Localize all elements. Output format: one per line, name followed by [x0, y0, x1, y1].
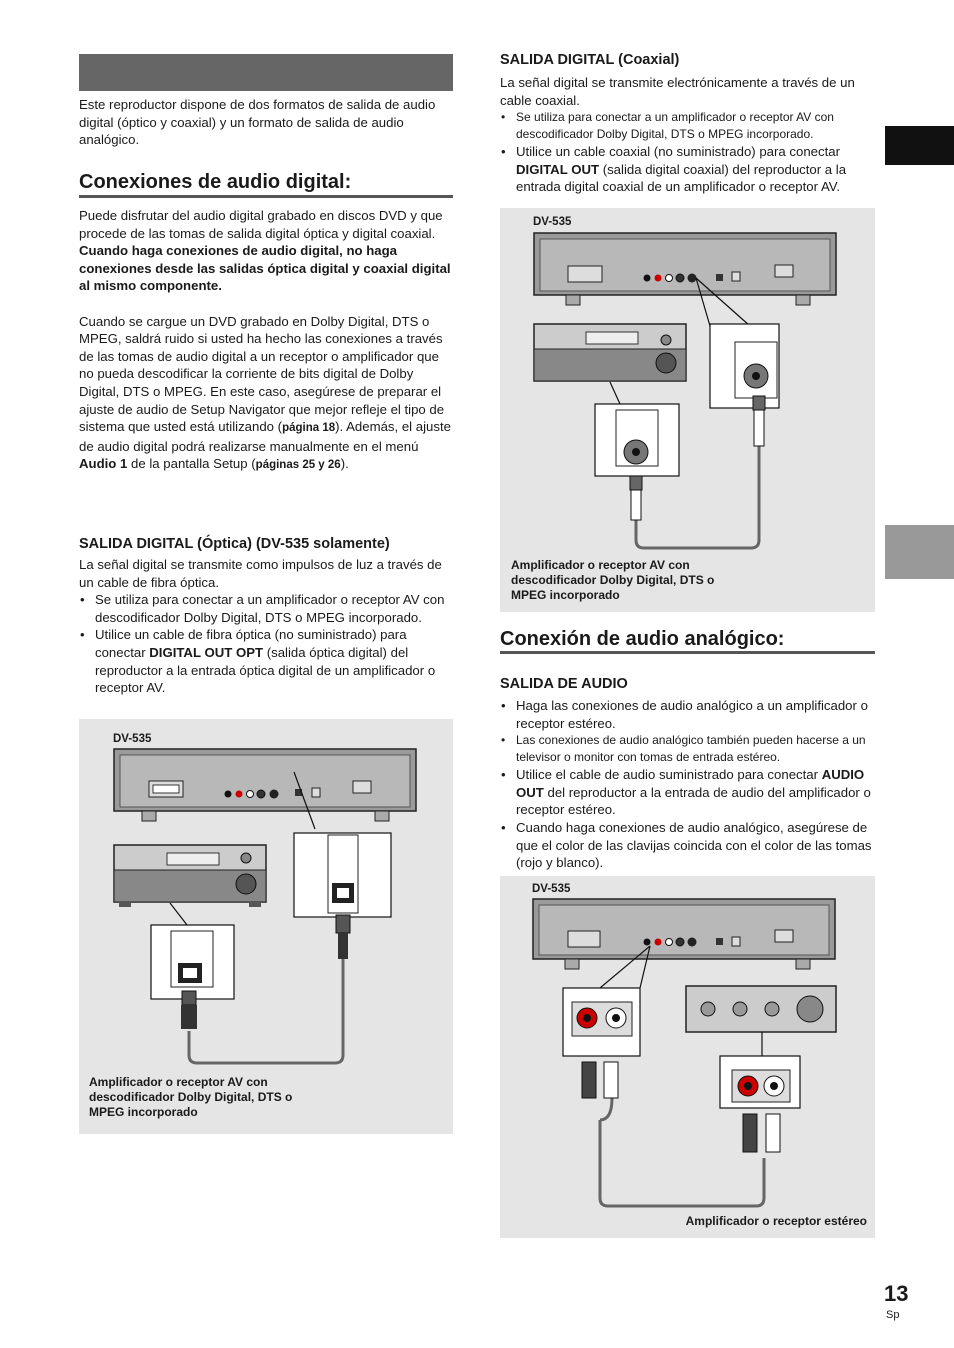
optical-plug-top: [336, 915, 350, 959]
section-title-bar: [79, 54, 453, 91]
amp-rca-jacks-callout: [720, 1056, 800, 1108]
coax-bullet-1: • Se utiliza para conectar a un amplificador o receptor AV con descodificador Dolby Digital, DTS o MPEG incorporado.: [500, 109, 875, 143]
analog-diagram: [500, 876, 875, 1238]
optical-heading: SALIDA DIGITAL (Óptica) (DV-535 solamente): [79, 536, 390, 552]
coax-heading: SALIDA DIGITAL (Coaxial): [500, 52, 680, 68]
optical-diagram: [79, 719, 453, 1134]
coax-player-label: DV-535: [533, 216, 572, 228]
receiver-coax-jack-callout: [595, 404, 679, 476]
optical-diagram-caption: Amplificador o receptor AV con descodificador Dolby Digital, DTS o MPEG incorporado: [89, 1075, 293, 1119]
heading-rule: [79, 195, 453, 198]
optical-bullet-1: • Se utiliza para conectar a un amplificador o receptor AV con descodificador Dolby Digital, DTS o MPEG incorporado.: [79, 591, 453, 626]
player-model-label: DV-535: [113, 733, 152, 745]
analog-diagram-caption: Amplificador o receptor estéreo: [685, 1214, 867, 1228]
page-language: Sp: [886, 1309, 900, 1321]
coax-plug-top: [753, 396, 765, 446]
audio1-menu: Audio 1: [79, 456, 128, 472]
coax-block: [500, 74, 875, 196]
rca-plugs-player-side: [582, 1062, 618, 1098]
rca-plugs-amp-side: [743, 1114, 780, 1152]
audio-bullet-1: • Haga las conexiones de audio analógico a un amplificador o receptor estéreo.: [500, 697, 875, 732]
player-rear-panel: [114, 749, 416, 821]
optical-block: [79, 556, 453, 697]
audio-bullet-4: • Cuando haga conexiones de audio analógico, asegúrese de que el color de las clavijas coincida con el color de las tomas (rojo y blanco).: [500, 819, 875, 872]
coax-diagram: [500, 208, 875, 612]
coax-diagram-caption: Amplificador o receptor AV con descodificador Dolby Digital, DTS o MPEG incorporado: [511, 558, 715, 602]
stereo-amplifier: [686, 986, 836, 1032]
digital-intro-block: [79, 207, 453, 475]
coax-plug-bottom: [630, 476, 642, 520]
coax-player-rear-panel: [534, 233, 836, 305]
analog-player-label: DV-535: [532, 883, 571, 895]
audio-out-heading: SALIDA DE AUDIO: [500, 676, 628, 692]
page-ref-18: página 18: [282, 422, 336, 435]
coax-bullet-2: • Utilice un cable coaxial (no suministrado) para conectar DIGITAL OUT (salida digital coaxial) del reproductor a la entrada digital coaxial de un amplificador o receptor AV.: [500, 143, 875, 196]
optical-paragraph: La señal digital se transmite como impulsos de luz a través de un cable de fibra óptica.: [79, 557, 442, 590]
analog-player-rear-panel: [533, 899, 835, 969]
player-coax-jack-callout: [710, 324, 779, 408]
intro-paragraph: Este reproductor dispone de dos formatos de salida de audio digital (óptico y coaxial) y un formato de salida de audio analógico.: [79, 97, 436, 148]
audio-bullet-3: • Utilice el cable de audio suministrado para conectar AUDIO OUT del reproductor a la entrada de audio del amplificador o receptor estéreo.: [500, 766, 875, 819]
audio-bullet-2: • Las conexiones de audio analógico también pueden hacerse a un televisor o monitor con tomas de entrada estéreo.: [500, 732, 875, 766]
av-receiver: [114, 845, 266, 907]
optical-bullet-2: • Utilice un cable de fibra óptica (no suministrado) para conectar DIGITAL OUT OPT (salida óptica digital) del reproductor a la entrada óptica digital de un amplificador o receptor AV.: [79, 626, 453, 696]
page-ref-25-26: páginas 25 y 26: [255, 459, 341, 472]
receiver-optical-jack-callout: [151, 925, 234, 999]
optical-plug-bottom: [181, 991, 197, 1029]
coax-paragraph: La señal digital se transmite electrónicamente a través de un cable coaxial.: [500, 75, 855, 108]
player-optical-jack-callout: [294, 833, 391, 917]
audio-out-block: [500, 697, 875, 872]
digital-warning: Cuando haga conexiones de audio digital, no haga conexiones desde las salidas óptica digital y coaxial digital al mismo componente.: [79, 243, 451, 294]
optical-diagram-panel: [79, 719, 453, 1134]
page-number: 13: [884, 1281, 909, 1306]
analog-heading: Conexión de audio analógico:: [500, 628, 785, 650]
side-tab-grey: [885, 525, 954, 579]
coax-diagram-panel: [500, 208, 875, 612]
coax-av-receiver: [534, 324, 686, 381]
side-tab-dark: [885, 126, 954, 165]
digital-intro-paragraph: Puede disfrutar del audio digital grabado en discos DVD y que procede de las tomas de salida digital óptica y digital coaxial.: [79, 208, 443, 241]
player-rca-jacks-callout: [563, 988, 640, 1056]
analog-heading-rule: [500, 651, 875, 654]
dolby-paragraph: Cuando se cargue un DVD grabado en Dolby Digital, DTS o MPEG, saldrá ruido si usted ha hecho las conexiones a través de las tomas de audio digital a un receptor o amplificador que no pueda descodificar la corriente de bits digital de Dolby Digital, DTS o MPEG. En este caso, asegúrese de preparar el ajuste de audio de Setup Navigator que mejor refleje el tipo de sistema que usted está utilizando (página 18). Además, el ajuste de audio digital podrá realizarse manualmente en el menú Audio 1 de la pantalla Setup (páginas 25 y 26).: [79, 313, 451, 472]
analog-diagram-panel: [500, 876, 875, 1238]
digital-audio-heading: Conexiones de audio digital:: [79, 171, 352, 193]
